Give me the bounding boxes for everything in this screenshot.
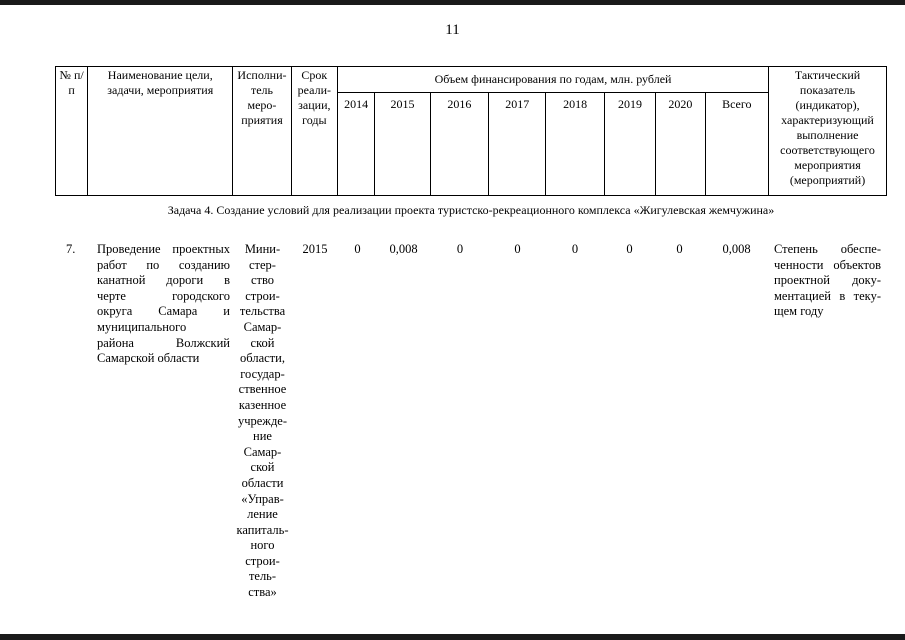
row-executor-line: тель- xyxy=(248,569,277,584)
header-executor: Исполни-тель меро-приятия xyxy=(233,67,291,196)
header-name: Наименование цели, задачи, мероприятия xyxy=(88,67,233,196)
header-term: Срок реали-зации, годы xyxy=(291,67,337,196)
table-header xyxy=(55,66,887,196)
row-name-line: округа Самара и xyxy=(97,304,230,319)
row-name-line: района Волжский xyxy=(97,335,230,350)
row-executor-line: ственное xyxy=(238,382,287,397)
row-executor-line: тельства xyxy=(239,304,286,319)
row-executor-line: Самар- xyxy=(243,319,282,334)
bottom-border xyxy=(0,634,905,640)
row-executor-line: строи- xyxy=(245,288,280,303)
header-year-2015: 2015 xyxy=(375,93,430,196)
row-name xyxy=(97,242,230,367)
row-value-2019: 0 xyxy=(626,242,633,256)
row-name-line: Проведение проектных xyxy=(97,242,230,256)
row-executor-line: Самар- xyxy=(243,444,282,459)
page-number: 11 xyxy=(445,22,460,38)
row-executor-line: «Управ- xyxy=(241,491,284,506)
header-year-2014: 2014 xyxy=(338,93,375,196)
row-name-line: муниципального xyxy=(97,319,187,334)
row-executor-line: ство xyxy=(250,273,275,288)
row-executor-line: капиталь- xyxy=(236,522,289,537)
row-indicator xyxy=(774,242,881,320)
header-num: № п/п xyxy=(56,67,88,196)
row-value-2017: 0 xyxy=(514,242,521,256)
row-name-line: черте городского xyxy=(97,288,230,303)
header-total: Всего xyxy=(705,93,768,196)
header-year-2016: 2016 xyxy=(430,93,488,196)
row-indicator-line: Степень обеспе- xyxy=(774,242,881,256)
row-indicator-line: щем году xyxy=(774,304,824,319)
row-executor-line: ление xyxy=(247,507,278,522)
row-executor-line: строи- xyxy=(245,553,280,568)
task-heading: Задача 4. Создание условий для реализации проекта туристско-рекреационного комплекса «Жигулевская жемчужина» xyxy=(167,203,775,217)
row-name-line: работ по созданию xyxy=(97,257,230,272)
row-number: 7. xyxy=(66,242,76,256)
row-executor-line: ской xyxy=(250,460,275,475)
row-value-2016: 0 xyxy=(456,242,464,256)
row-executor-line: государ- xyxy=(240,366,285,381)
row-value-2014: 0 xyxy=(354,242,361,256)
row-indicator-line: проектной доку- xyxy=(774,273,881,288)
row-indicator-line: ченности объектов xyxy=(774,257,881,272)
row-executor xyxy=(234,242,291,601)
row-executor-line: ской xyxy=(250,335,275,350)
row-executor-line: ние xyxy=(253,429,272,444)
row-value-2018: 0 xyxy=(571,242,579,256)
row-term: 2015 xyxy=(302,242,328,256)
row-executor-line: казенное xyxy=(238,397,287,412)
header-indicator: Тактический показатель (индикатор), характеризующий выполнение соответствующего мероприятия (мероприятий) xyxy=(769,67,887,196)
row-name-line: канатной дороги в xyxy=(97,273,230,288)
header-year-2018: 2018 xyxy=(546,93,604,196)
row-value-2020: 0 xyxy=(676,242,683,256)
row-executor-line: учрежде- xyxy=(237,413,288,428)
row-value-2015: 0,008 xyxy=(389,242,418,256)
header-year-2017: 2017 xyxy=(489,93,546,196)
row-name-line: Самарской области xyxy=(97,351,200,366)
row-executor-line: ного xyxy=(250,538,275,553)
row-executor-line: стер- xyxy=(249,257,276,272)
header-funding: Объем финансирования по годам, млн. рублей xyxy=(338,67,769,93)
header-year-2019: 2019 xyxy=(604,93,655,196)
row-indicator-line: ментацией в теку- xyxy=(774,288,881,303)
row-executor-line: области, xyxy=(240,351,285,366)
row-executor-line: ства» xyxy=(248,585,277,600)
header-year-2020: 2020 xyxy=(656,93,705,196)
row-executor-line: области xyxy=(241,475,284,490)
top-border xyxy=(0,0,905,5)
row-value-total: 0,008 xyxy=(722,242,751,256)
row-executor-line: Мини- xyxy=(244,242,281,256)
